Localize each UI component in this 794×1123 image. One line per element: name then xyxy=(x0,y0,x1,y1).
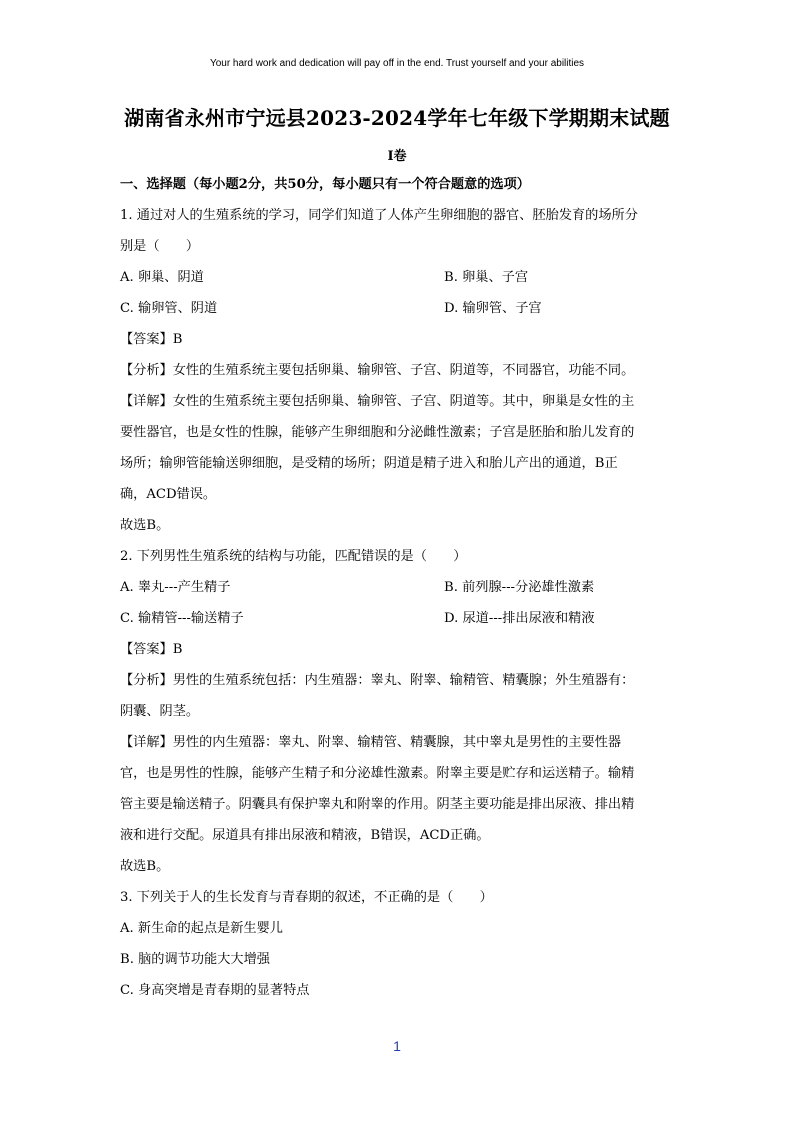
option-c: C. 输卵管、阴道 xyxy=(120,301,218,316)
question-stem: 3. 下列关于人的生长发育与青春期的叙述，不正确的是（ ） xyxy=(120,890,493,905)
question-stem: 1. 通过对人的生殖系统的学习，同学们知道了人体产生卵细胞的器官、胚胎发育的场所分 xyxy=(120,208,638,223)
detail-line: 确，ACD错误。 xyxy=(120,487,217,502)
option-d: D. 尿道---排出尿液和精液 xyxy=(444,611,595,626)
document-body xyxy=(120,175,680,1012)
conclusion: 故选B。 xyxy=(120,518,170,533)
section-heading: 一、选择题（每小题2分，共50分，每小题只有一个符合题意的选项） xyxy=(120,177,530,192)
detail-line: 场所；输卵管能输送卵细胞，是受精的场所；阴道是精子进入和胎儿产出的通道，B正 xyxy=(120,456,618,471)
option-a: A. 新生命的起点是新生婴儿 xyxy=(120,921,283,936)
option-c: C. 输精管---输送精子 xyxy=(120,611,244,626)
page-number: 1 xyxy=(393,1038,401,1054)
option-b: B. 卵巢、子宫 xyxy=(444,270,529,285)
detail-line: 官，也是男性的性腺，能够产生精子和分泌雄性激素。附睾主要是贮存和运送精子。输精 xyxy=(120,766,635,781)
question-1 xyxy=(120,206,680,547)
question-2 xyxy=(120,547,680,888)
question-stem: 别是（ ） xyxy=(120,239,200,254)
options-row xyxy=(120,609,680,640)
section-subtitle: I卷 xyxy=(387,149,407,164)
analysis: 【分析】女性的生殖系统主要包括卵巢、输卵管、子宫、阴道等，不同器官，功能不同。 xyxy=(120,363,635,378)
option-b: B. 前列腺---分泌雄性激素 xyxy=(444,580,595,595)
analysis-line: 阴囊、阴茎。 xyxy=(120,704,200,719)
question-stem: 2. 下列男性生殖系统的结构与功能，匹配错误的是（ ） xyxy=(120,549,467,564)
options-row xyxy=(120,268,680,299)
option-a: A. 卵巢、阴道 xyxy=(120,270,204,285)
options-row xyxy=(120,578,680,609)
answer: 【答案】B xyxy=(120,332,183,347)
analysis-line: 【分析】男性的生殖系统包括：内生殖器：睾丸、附睾、输精管、精囊腺；外生殖器有： xyxy=(120,673,635,688)
detail-line: 【详解】女性的生殖系统主要包括卵巢、输卵管、子宫、阴道等。其中，卵巢是女性的主 xyxy=(120,394,635,409)
detail-line: 管主要是输送精子。阴囊具有保护睾丸和附睾的作用。阴茎主要功能是排出尿液、排出精 xyxy=(120,797,635,812)
answer: 【答案】B xyxy=(120,642,183,657)
option-b: B. 脑的调节功能大大增强 xyxy=(120,952,270,967)
detail-line: 要性器官，也是女性的性腺，能够产生卵细胞和分泌雌性激素；子宫是胚胎和胎儿发育的 xyxy=(120,425,635,440)
conclusion: 故选B。 xyxy=(120,859,170,874)
detail-line: 【详解】男性的内生殖器：睾丸、附睾、输精管、精囊腺，其中睾丸是男性的主要性器 xyxy=(120,735,622,750)
options-row xyxy=(120,299,680,330)
option-a: A. 睾丸---产生精子 xyxy=(120,580,231,595)
document-title: 湖南省永州市宁远县2023-2024学年七年级下学期期末试题 xyxy=(124,106,670,130)
detail-line: 液和进行交配。尿道具有排出尿液和精液，B错误，ACD正确。 xyxy=(120,828,490,843)
question-3 xyxy=(120,888,680,1012)
option-c: C. 身高突增是青春期的显著特点 xyxy=(120,983,310,998)
page-header-motto: Your hard work and dedication will pay off in the end. Trust yourself and your abilities xyxy=(209,58,585,69)
option-d: D. 输卵管、子宫 xyxy=(444,301,542,316)
